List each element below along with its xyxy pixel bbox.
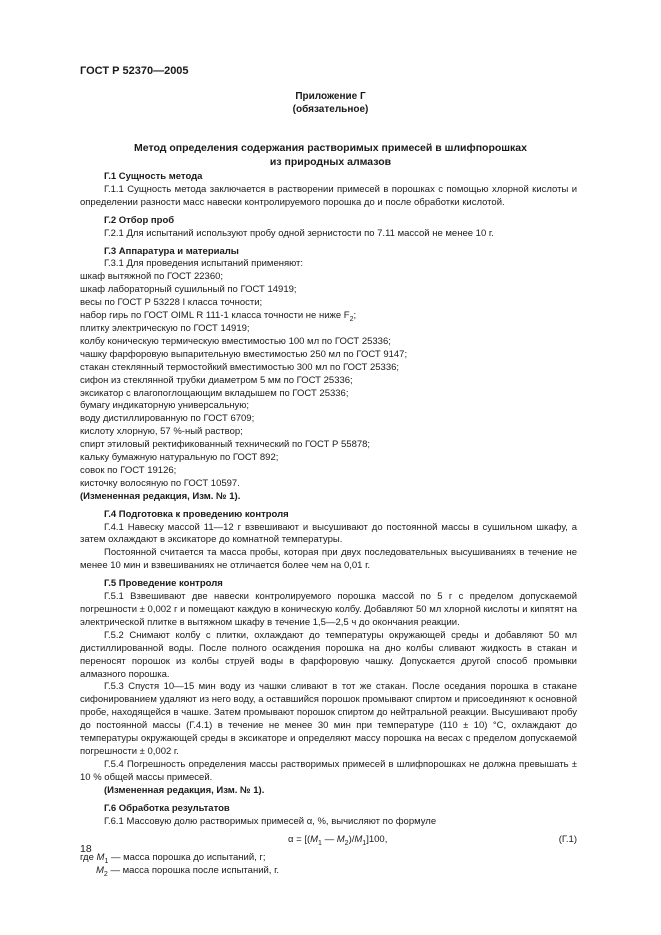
equipment-item: спирт этиловый ректификованный технический по ГОСТ Р 55878; [80, 439, 371, 451]
appendix-title: Приложение Г [295, 91, 366, 102]
paragraph: Г.1.1 Сущность метода заключается в растворении примесей в порошках с помощью хлорной кислоты и определении разности масс навески контролируемого порошка до и после обработки кислотой. [80, 183, 577, 208]
section-heading: Г.3 Аппаратура и материалы [104, 245, 239, 257]
paragraph: Г.5.4 Погрешность определения массы растворимых примесей в шлифпорошках не должна превышать ± 10 % общей массы примесей. [80, 758, 577, 783]
equipment-item: шкаф лабораторный сушильный по ГОСТ 14919; [80, 284, 297, 296]
paragraph: Г.5.1 Взвешивают две навески контролируемого порошка массой по 5 г с пределом допускаемой погрешности ± 0,002 г и помещают каждую в коническую колбу. Добавляют 50 мл хлорной кислоты и кипятят на электрической плитке в вытяжном шкафу в течение 1,5—2,5 ч до окончания реакции. [80, 591, 577, 628]
paragraph: Г.5.3 Спустя 10—15 мин воду из чашки сливают в тот же стакан. После оседания порошка в стакане сифонированием удаляют из него воду, а оставшийся порошок промывают спиртом и присоединяют к основной пробе, находящейся в чашке. Затем промывают порошок спиртом до нейтральной реакции. Высушивают пробу до постоянной массы (Г.4.1) в течение не менее 30 мин при температуре (110 ± 10) °С, охлаждают до температуры окружающей среды в эксикаторе и определяют массу порошка на весах с пределом допускаемой погрешности ± 0,002 г. [80, 681, 577, 757]
paragraph: Г.2.1 Для испытаний используют пробу одной зернистости по 7.11 массой не менее 10 г. [104, 227, 494, 239]
formula-expression: $\alpha = [(M_1$ — $M_2)/M_1]100$, [288, 834, 388, 848]
paragraph: Г.5.2 Снимают колбу с плитки, охлаждают до температуры окружающей среды и добавляют 50 мл дистиллированной воды. После полного осаждения порошка на дно колбы сливают жидкость в стакан и переносят порошок из колбы струей воды в фарфоровую чашку. Допускается другой способ промывки алмазного порошка. [80, 629, 577, 680]
equipment-item: воду дистиллированную по ГОСТ 6709; [80, 413, 255, 425]
title-line-1: Метод определения содержания растворимых примесей в шлифпорошках [134, 142, 527, 154]
paragraph: Г.4.1 Навеску массой 11—12 г взвешивают и высушивают до постоянной массы в сушильном шкафу, а затем охлаждают в эксикаторе до комнатной температуры. [80, 521, 577, 546]
appendix-header [80, 90, 581, 116]
equipment-item: плитку электрическую по ГОСТ 14919; [80, 322, 250, 334]
amendment-note: (Измененная редакция, Изм. № 1). [80, 490, 241, 502]
section-heading: Г.6 Обработка результатов [104, 802, 230, 814]
formula [80, 834, 577, 848]
variable-definition: $M_2$ — масса порошка после испытаний, г. [96, 865, 280, 879]
variable-definition: где $M_1$ — масса порошка до испытаний, г; [80, 852, 266, 866]
amendment-note: (Измененная редакция, Изм. № 1). [104, 784, 265, 796]
page-number: 18 [80, 843, 92, 855]
paragraph: Постоянной считается та масса пробы, которая при двух последовательных высушиваниях в течение не менее 10 мин и взвешиваниях не отличается более чем на 0,01 г. [80, 547, 577, 572]
document-body [80, 171, 577, 878]
document-code: ГОСТ Р 52370—2005 [80, 65, 189, 77]
section-heading: Г.5 Проведение контроля [104, 578, 223, 590]
paragraph: Г.6.1 Массовую долю растворимых примесей α, %, вычисляют по формуле [104, 815, 437, 827]
formula-number: (Г.1) [558, 834, 577, 846]
equipment-item: набор гирь по ГОСТ OIML R 111-1 класса точности не ниже $F_2$; [80, 310, 357, 323]
equipment-item: шкаф вытяжной по ГОСТ 22360; [80, 271, 224, 283]
paragraph: Г.3.1 Для проведения испытаний применяют: [104, 258, 304, 270]
equipment-item: кальку бумажную натуральную по ГОСТ 892; [80, 452, 279, 464]
equipment-item: кислоту хлорную, 57 %-ный раствор; [80, 426, 243, 438]
equipment-item: весы по ГОСТ Р 53228 I класса точности; [80, 297, 263, 309]
equipment-item: чашку фарфоровую выпарительную вместимостью 250 мл по ГОСТ 9147; [80, 348, 408, 360]
equipment-item: сифон из стеклянной трубки диаметром 5 мм по ГОСТ 25336; [80, 374, 353, 386]
equipment-item: совок по ГОСТ 19126; [80, 464, 177, 476]
section-heading: Г.1 Сущность метода [104, 171, 203, 182]
equipment-item: бумагу индикаторную универсальную; [80, 400, 250, 412]
title-line-2: из природных алмазов [269, 155, 392, 168]
appendix-status: (обязательное) [292, 104, 369, 115]
method-title [80, 142, 581, 169]
equipment-item: кисточку волосяную по ГОСТ 10597. [80, 477, 240, 489]
section-heading: Г.2 Отбор проб [104, 214, 175, 226]
equipment-item: стакан стеклянный термостойкий вместимостью 300 мл по ГОСТ 25336; [80, 361, 400, 373]
equipment-item: эксикатор с влагопоглощающим вкладышем по ГОСТ 25336; [80, 387, 349, 399]
equipment-item: колбу коническую термическую вместимостью 100 мл по ГОСТ 25336; [80, 335, 391, 347]
section-heading: Г.4 Подготовка к проведению контроля [104, 508, 289, 520]
